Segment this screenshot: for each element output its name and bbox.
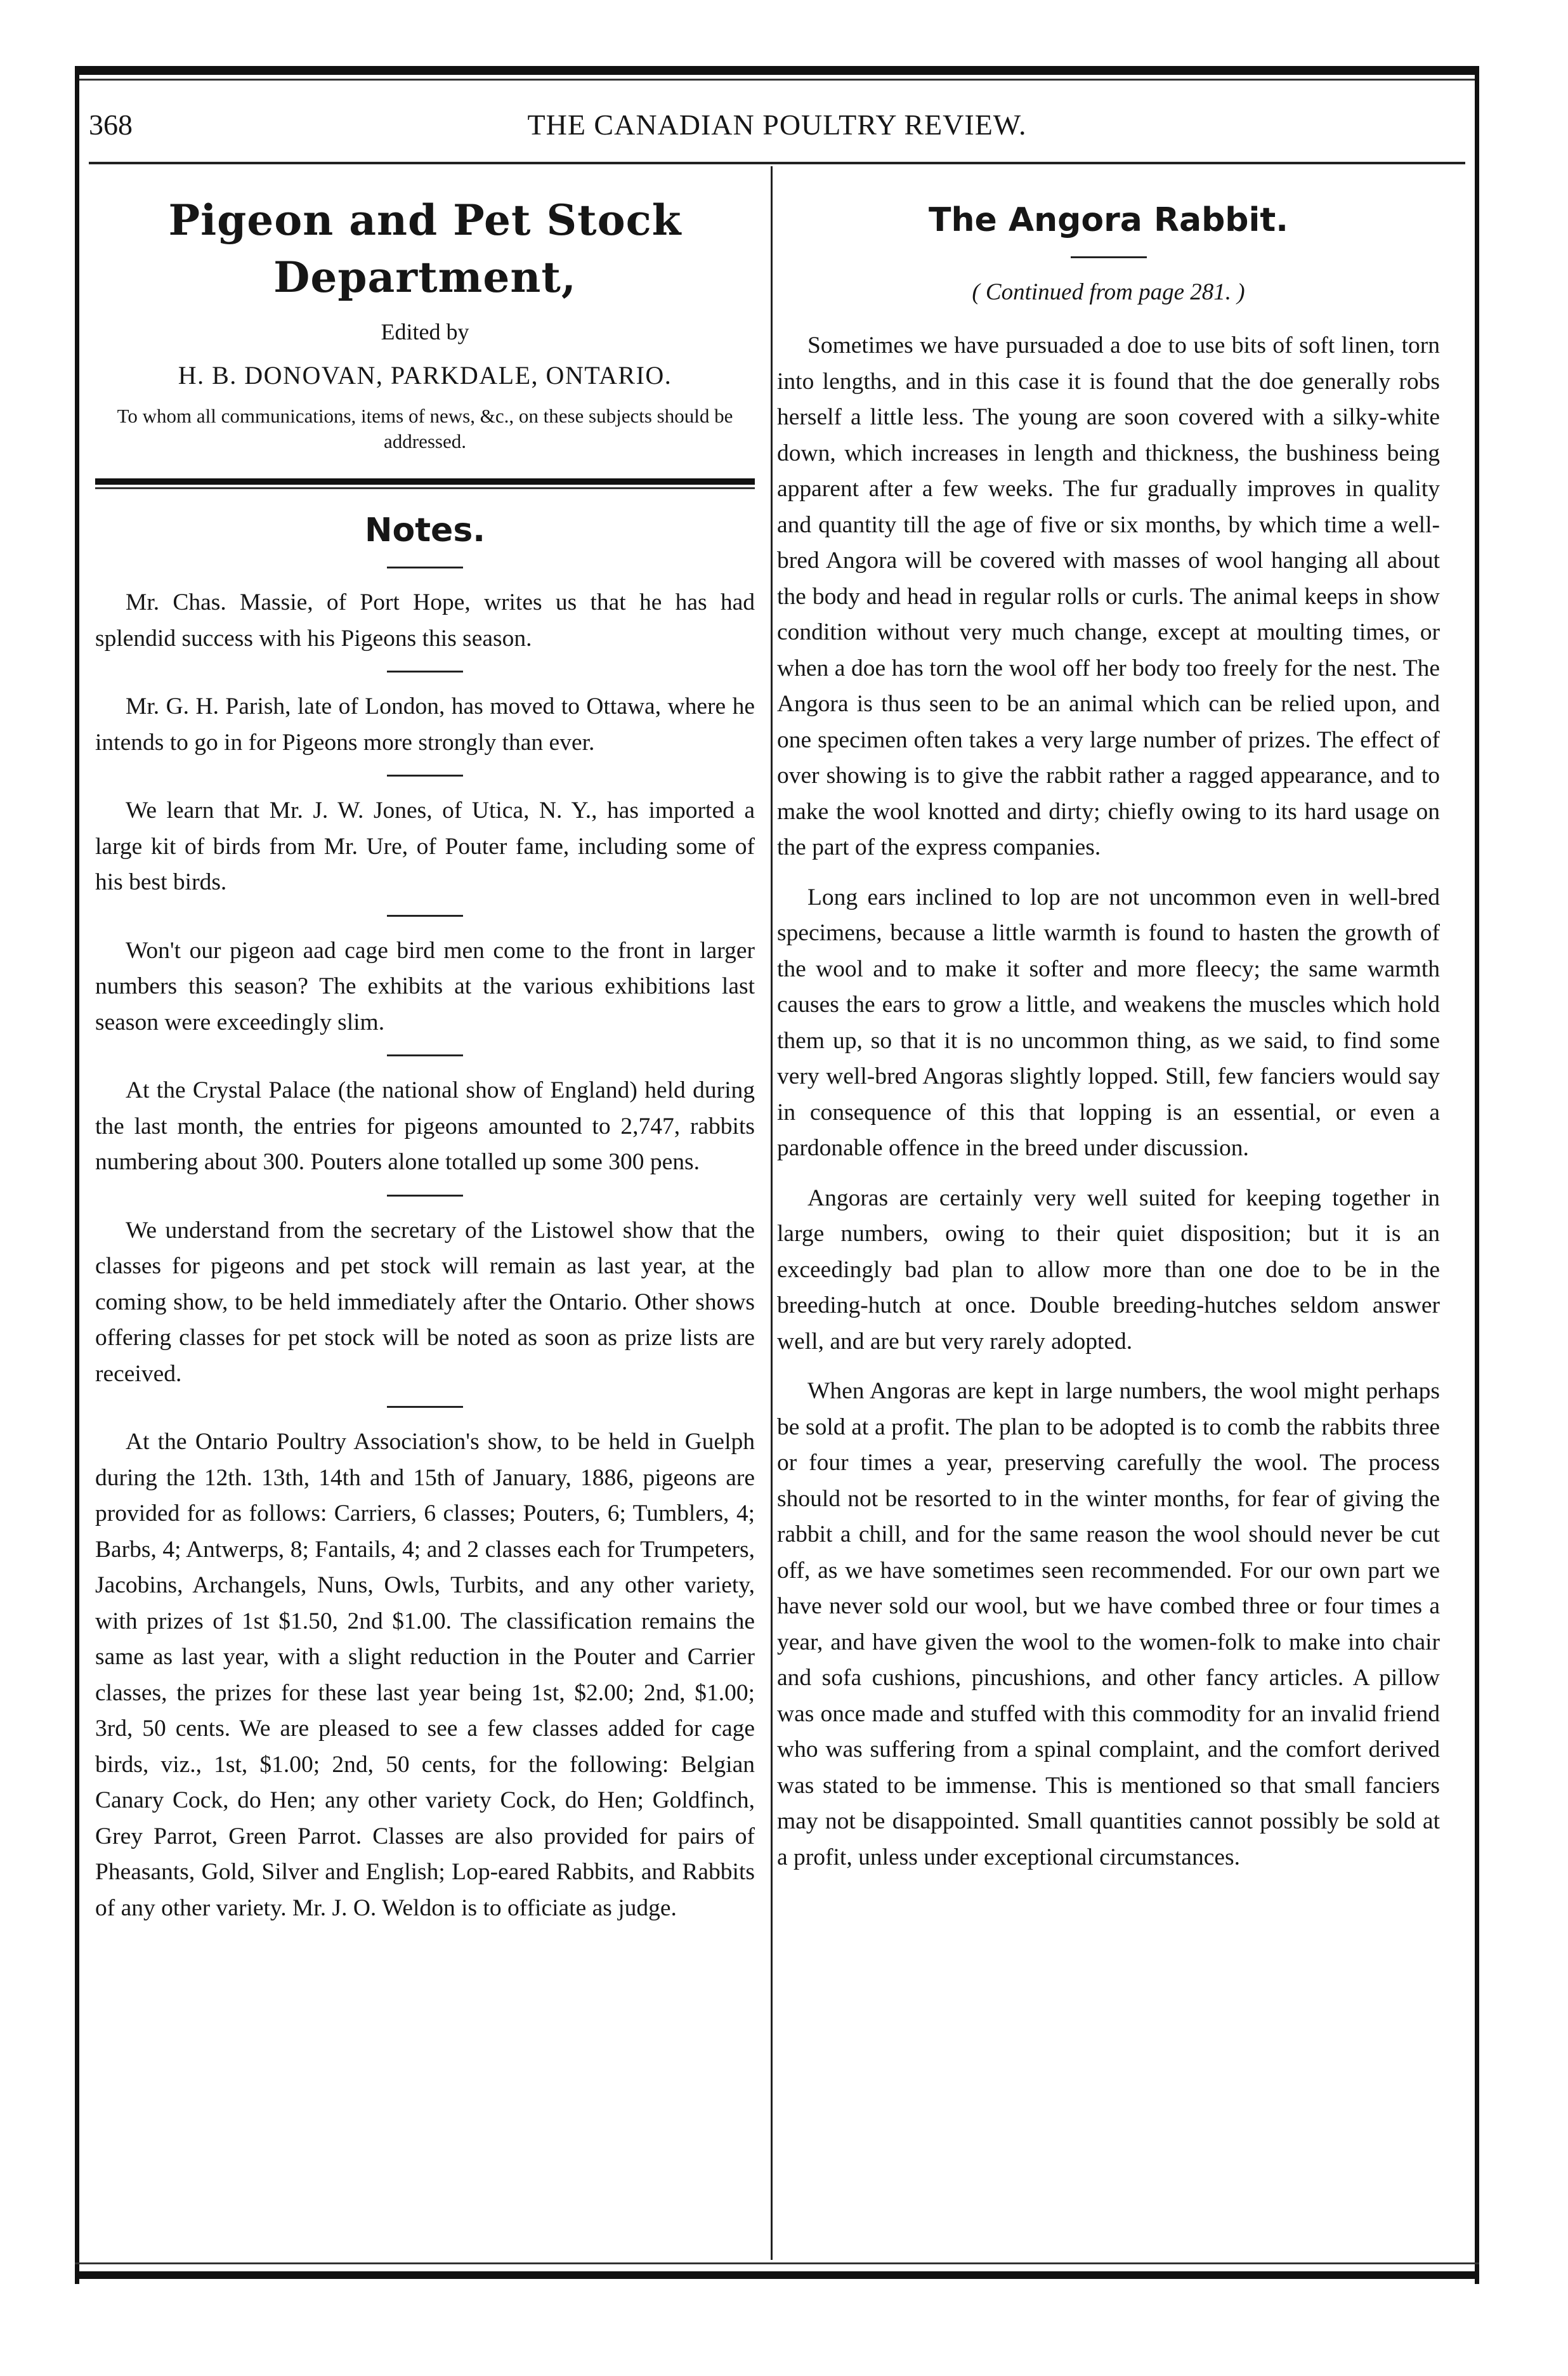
article-title: The Angora Rabbit.	[929, 201, 1288, 239]
note-paragraph: At the Crystal Palace (the national show of England) held during the last month, the entries for pigeons amounted to 2,747, rabbits numbering about 300. Pouters alone totalled up some 300 pens.	[95, 1077, 755, 1175]
note-separator	[387, 1195, 463, 1197]
column-divider	[771, 166, 773, 2260]
bottom-border-thin-rule	[75, 2262, 1479, 2264]
note-separator	[387, 1406, 463, 1408]
bottom-border-rule	[75, 2271, 1479, 2279]
note-paragraph: Won't our pigeon aad cage bird men come to the front in larger numbers this season? The exhibits at the various exhibitions last season were exceedingly slim.	[95, 937, 755, 1035]
left-column	[95, 171, 755, 1926]
note-paragraph: We understand from the secretary of the Listowel show that the classes for pigeons and pet stock will remain as last year, at the coming show, to be held immediately after the Ontario. Other shows offering classes for pet stock will be noted as soon as prize lists are received.	[95, 1217, 755, 1387]
department-title: Pigeon and Pet Stock Department,	[168, 195, 682, 302]
article-paragraph: Long ears inclined to lop are not uncommon even in well-bred specimens, because a little warmth is found to hasten the growth of the wool and to make it softer and more fleecy; the same warmth causes the ears to grow a little, and weakens the muscles which hold them up, so that it is no uncommon thing, as we said, to find some very well-bred Angoras slightly lopped. Still, few fanciers would say in consequence of this that lopping is an essential, or even a pardonable offence in the breed under discussion.	[777, 884, 1440, 1161]
notes-title: Notes.	[364, 511, 486, 549]
article-paragraph: Angoras are certainly very well suited for keeping together in large numbers, owing to their quiet disposition; but it is an exceedingly bad plan to allow more than one doe to be in the breeding-hutch at once. Double breeding-hutches seldom answer well, and are but very rarely adopted.	[777, 1185, 1440, 1355]
section-dash	[387, 567, 463, 568]
department-thin-rule	[95, 487, 755, 489]
note-paragraph: Mr. Chas. Massie, of Port Hope, writes us that he has had splendid success with his Pigeons this season.	[95, 589, 755, 652]
running-title: THE CANADIAN POULTRY REVIEW.	[527, 108, 1027, 141]
editor-name: H. B. DONOVAN, PARKDALE, ONTARIO.	[178, 361, 672, 390]
note-paragraph: Mr. G. H. Parish, late of London, has moved to Ottawa, where he intends to go in for Pigeons more strongly than ever.	[95, 693, 755, 756]
article-paragraph: When Angoras are kept in large numbers, the wool might perhaps be sold at a profit. The plan to be adopted is to comb the rabbits three or four times a year, preserving carefully the wool. The process should not be resorted to in the winter months, for fear of giving the rabbit a chill, and for the same reason the wool should never be cut off, as we have sometimes seen recommended. For our own part we have never sold our wool, but we have combed three or four times a year, and have given the wool to the women-folk to make into chair and sofa cushions, pincushions, and other fancy articles. A pillow was once made and stuffed with this commodity for an invalid friend who was suffering from a spinal complaint, and the comfort derived was stated to be immense. This is mentioned so that small fanciers may not be disappointed. Small quantities cannot possibly be sold at a profit, unless under exceptional circumstances.	[777, 1378, 1440, 1870]
header-rule	[89, 162, 1465, 164]
note-paragraph: We learn that Mr. J. W. Jones, of Utica, N. Y., has imported a large kit of birds from Mr. Ure, of Pouter fame, including some of his best birds.	[95, 797, 755, 895]
note-separator	[387, 775, 463, 777]
edited-by-line: Edited by	[381, 319, 469, 345]
page-header	[89, 95, 1465, 159]
address-note: To whom all communications, items of news, &c., on these subjects should be addressed.	[117, 405, 733, 452]
title-dash	[1071, 256, 1147, 258]
note-paragraph: At the Ontario Poultry Association's show, to be held in Guelph during the 12th. 13th, 14th and 15th of January, 1886, pigeons are provided for as follows: Carriers, 6 classes; Pouters, 6; Tumblers, 4; Barbs, 4; Antwerps, 8; Fantails, 4; and 2 classes each for Trumpeters, Jacobins, Archangels, Nuns, Owls, Turbits, and any other variety, with prizes of 1st $1.50, 2nd $1.00. The classification remains the same as last year, with a slight reduction in the Pouter and Carrier classes, the prizes for these last year being 1st, $2.00; 2nd, $1.00; 3rd, 50 cents. We are pleased to see a few classes added for cage birds, viz., 1st, $1.00; 2nd, 50 cents, for the following: Belgian Canary Cock, do Hen; any other variety Cock, do Hen; Goldfinch, Grey Parrot, Green Parrot. Classes are also provided for pairs of Pheasants, Gold, Silver and English; Lop-eared Rabbits, and Rabbits of any other variety. Mr. J. O. Weldon is to officiate as judge.	[95, 1429, 755, 1921]
note-separator	[387, 915, 463, 917]
note-separator	[387, 1054, 463, 1056]
right-column	[777, 171, 1440, 1875]
note-separator	[387, 671, 463, 673]
page-number: 368	[89, 108, 133, 141]
article-paragraph: Sometimes we have pursuaded a doe to use bits of soft linen, torn into lengths, and in this case it is found that the doe generally robs herself a little less. The young are soon covered with a silky-white down, which increases in length and thickness, the bushiness being apparent after a few weeks. The fur gradually improves in quality and quantity till the age of five or six months, by which time a well-bred Angora will be covered with masses of wool hanging all about the body and head in regular rolls or curls. The animal keeps in show condition without very much change, except at moulting times, or when a doe has torn the wool off her body too freely for the nest. The Angora is thus seen to be an animal which can be relied upon, and one specimen often takes a very large number of prizes. The effect of over showing is to give the rabbit rather a ragged appearance, and to make the wool knotted and dirty; chiefly owing to its hard usage on the part of the express companies.	[777, 332, 1440, 860]
department-rule	[95, 478, 755, 485]
continued-note: ( Continued from page 281. )	[972, 279, 1245, 305]
